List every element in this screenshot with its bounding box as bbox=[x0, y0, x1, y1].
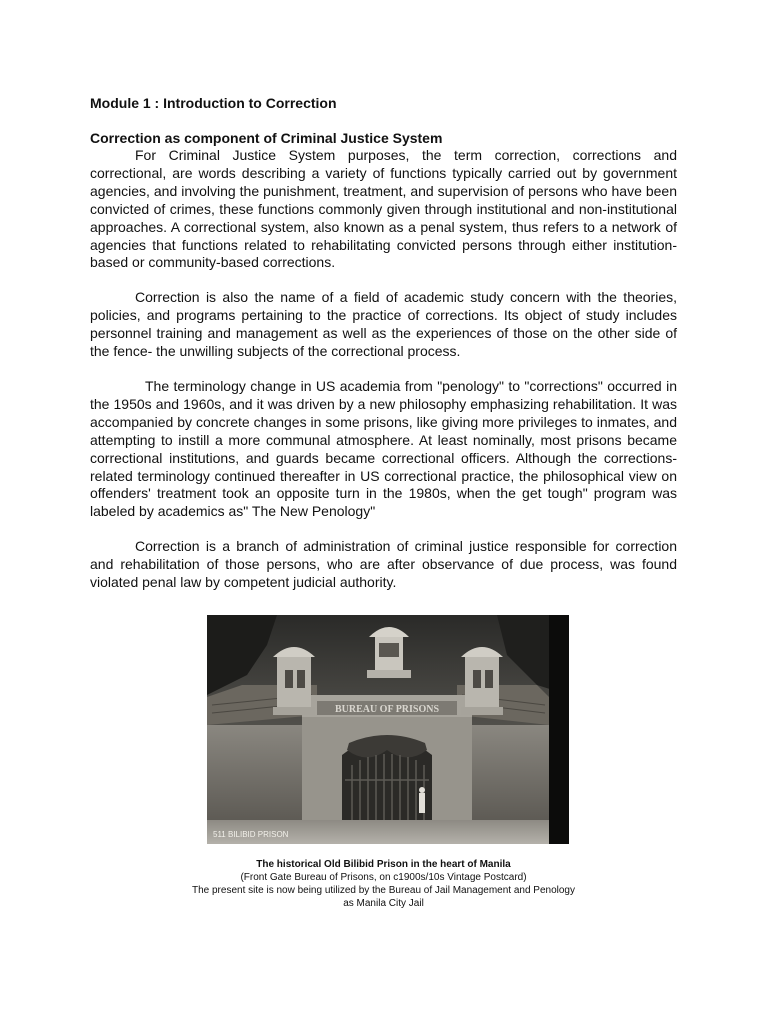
document-page bbox=[90, 94, 677, 609]
paragraph-3: The terminology change in US academia from "penology" to "corrections" occurred in the 1950s and 1960s, and it was driven by a new philosophy emphasizing rehabilitation. It was accompanied by concrete changes in some prisons, like giving more privileges to inmates, and attempting to instill a more communal atmosphere. At least nominally, most prisons became correctional institutions, and guards became correctional officers. Although the corrections-related terminology continued thereafter in US correctional practice, the philosophical view on offenders' treatment took an opposite turn in the 1980s, when the get tough" program was labeled by academics as" The New Penology" bbox=[90, 377, 677, 520]
prison-gate-illustration bbox=[207, 615, 569, 844]
paragraph-4: Correction is a branch of administration of criminal justice responsible for correction and rehabilitation of those persons, who are after observance of due process, was found violated penal law by competent judicial authority. bbox=[90, 538, 677, 591]
module-title: Module 1 : Introduction to Correction bbox=[90, 95, 337, 111]
caption-line-1: (Front Gate Bureau of Prisons, on c1900s/10s Vintage Postcard) bbox=[240, 872, 527, 883]
caption-line-3: as Manila City Jail bbox=[343, 898, 424, 909]
photo-caption bbox=[90, 858, 677, 910]
gate-sign-text: BUREAU OF PRISONS bbox=[334, 704, 440, 715]
photo-plate-text: 511 BILIBID PRISON bbox=[213, 830, 289, 839]
caption-title: The historical Old Bilibid Prison in the heart of Manila bbox=[256, 859, 511, 870]
section-title: Correction as component of Criminal Justice System bbox=[90, 130, 443, 146]
paragraph-2: Correction is also the name of a field of academic study concern with the theories, policies, and programs pertaining to the practice of corrections. Its object of study includes personnel training and management as well as the experiences of those on the other side of the fence- the unwilling subjects of the correctional process. bbox=[90, 289, 677, 360]
caption-line-2: The present site is now being utilized by the Bureau of Jail Management and Penology bbox=[191, 885, 575, 896]
prison-gate-photo bbox=[207, 615, 569, 844]
paragraph-1: For Criminal Justice System purposes, the term correction, corrections and correctional, are words describing a variety of functions typically carried out by government agencies, and involving the punishment, treatment, and supervision of persons who have been convicted of crimes, these functions commonly given through institutional and non-institutional approaches. A correctional system, also known as a penal system, thus refers to a network of agencies that functions related to rehabilitating convicted persons through either institution-based or community-based corrections. bbox=[90, 147, 677, 271]
